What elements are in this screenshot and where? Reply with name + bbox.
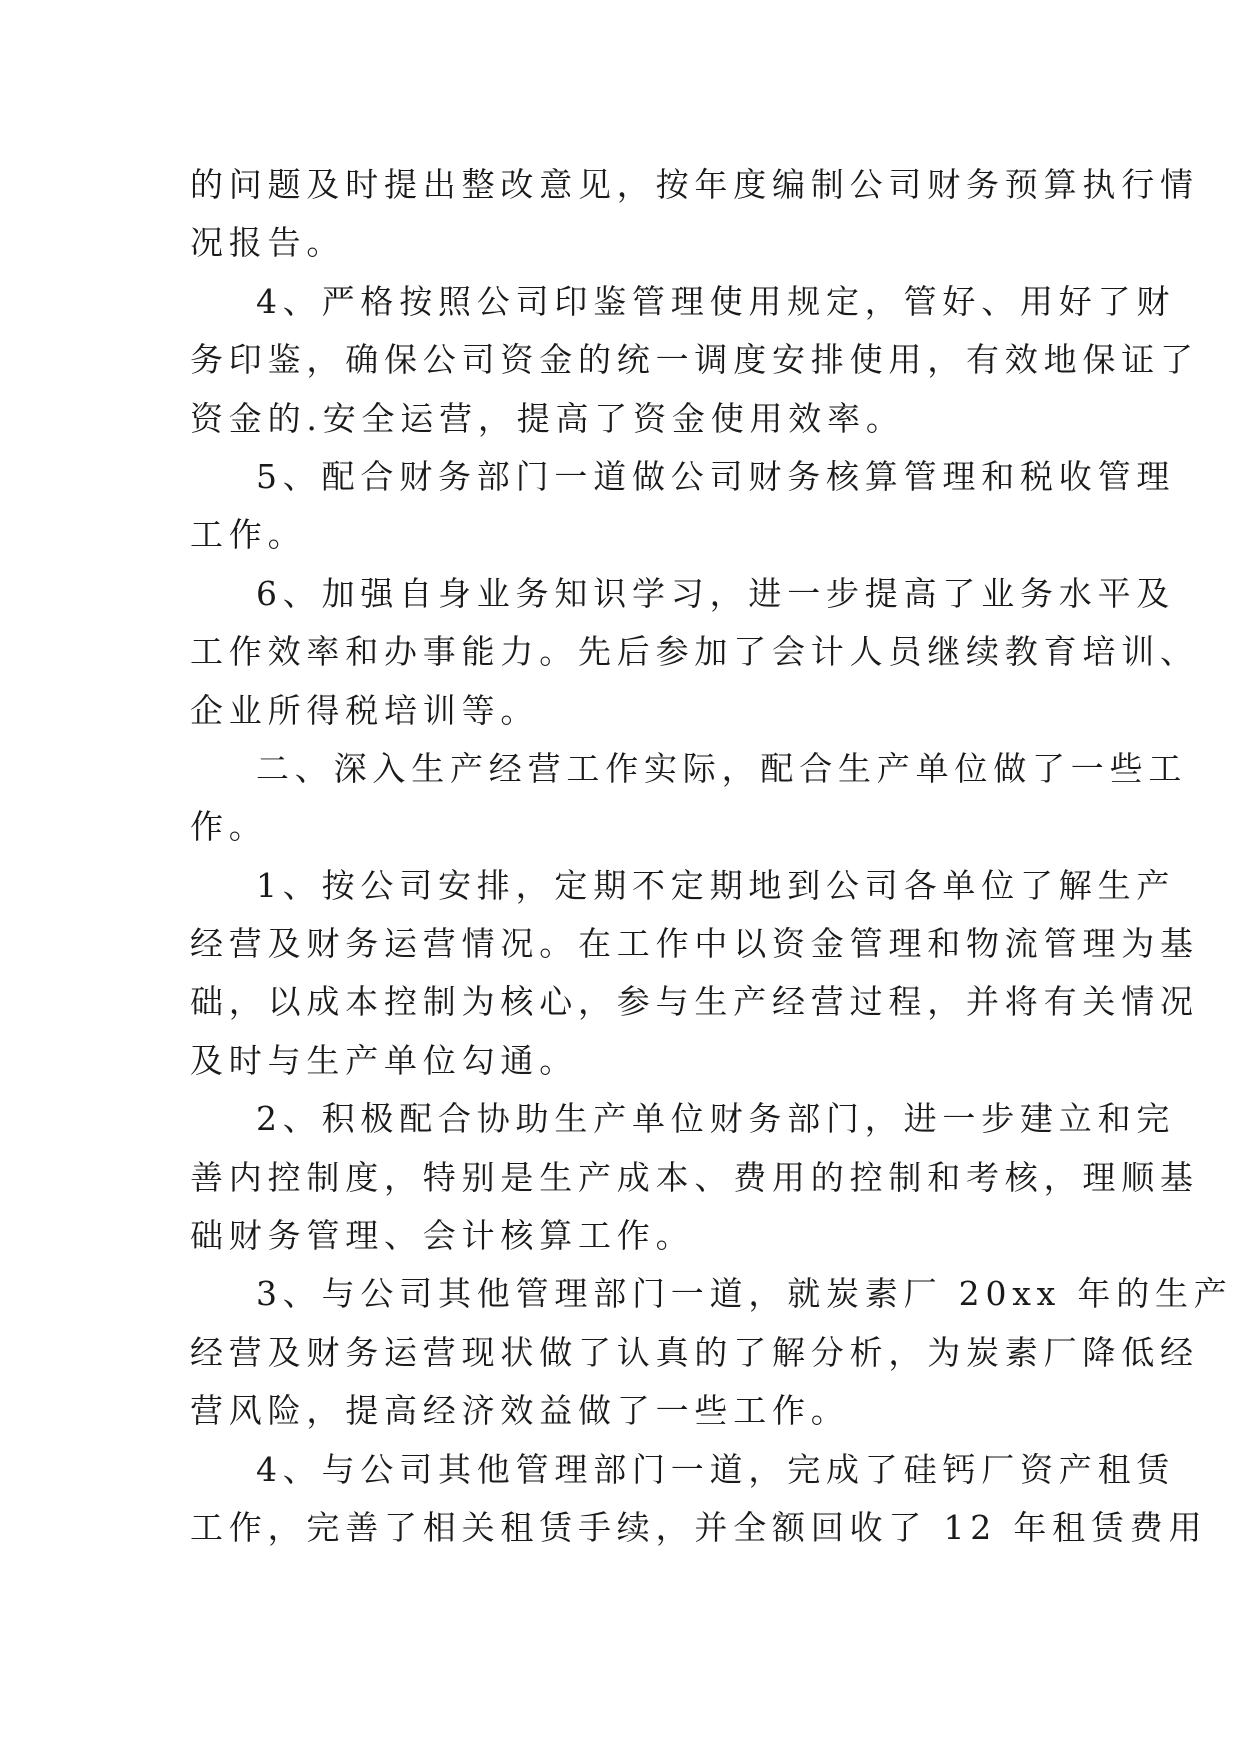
text-line: 4、严格按照公司印鉴管理使用规定，管好、用好了财 xyxy=(256,281,1176,321)
text-line: 况报告。 xyxy=(190,223,346,263)
text-line: 务印鉴，确保公司资金的统一调度安排使用，有效地保证了 xyxy=(190,340,1199,380)
text-line: 经营及财务运营情况。在工作中以资金管理和物流管理为基 xyxy=(190,924,1199,964)
text-line: 2、积极配合协助生产单位财务部门，进一步建立和完 xyxy=(256,1099,1176,1139)
body-text xyxy=(190,156,1233,1557)
text-line: 二、深入生产经营工作实际，配合生产单位做了一些工 xyxy=(256,748,1188,788)
text-line: 营风险，提高经济效益做了一些工作。 xyxy=(190,1391,850,1431)
text-line: 工作，完善了相关租赁手续，并全额回收了 12 年租赁费用 xyxy=(190,1507,1208,1547)
text-line: 础财务管理、会计核算工作。 xyxy=(190,1216,695,1256)
text-line: 6、加强自身业务知识学习，进一步提高了业务水平及 xyxy=(256,573,1176,613)
text-line: 工作效率和办事能力。先后参加了会计人员继续教育培训、 xyxy=(190,632,1199,672)
text-line: 及时与生产单位勾通。 xyxy=(190,1040,578,1080)
text-line: 作。 xyxy=(190,807,268,847)
text-line: 3、与公司其他管理部门一道，就炭素厂 20xx 年的生产 xyxy=(256,1274,1233,1314)
text-line: 础，以成本控制为核心，参与生产经营过程，并将有关情况 xyxy=(190,982,1199,1022)
text-line: 的问题及时提出整改意见，按年度编制公司财务预算执行情 xyxy=(190,165,1199,204)
text-line: 5、配合财务部门一道做公司财务核算管理和税收管理 xyxy=(256,456,1176,496)
text-line: 工作。 xyxy=(190,515,307,555)
text-line: 企业所得税培训等。 xyxy=(190,690,540,730)
text-line: 经营及财务运营现状做了认真的了解分析，为炭素厂降低经 xyxy=(190,1332,1199,1372)
text-line: 善内控制度，特别是生产成本、费用的控制和考核，理顺基 xyxy=(190,1157,1199,1197)
text-line: 资金的.安全运营，提高了资金使用效率。 xyxy=(190,398,905,438)
text-line: 1、按公司安排，定期不定期地到公司各单位了解生产 xyxy=(256,865,1176,905)
text-line: 4、与公司其他管理部门一道，完成了硅钙厂资产租赁 xyxy=(256,1449,1176,1489)
